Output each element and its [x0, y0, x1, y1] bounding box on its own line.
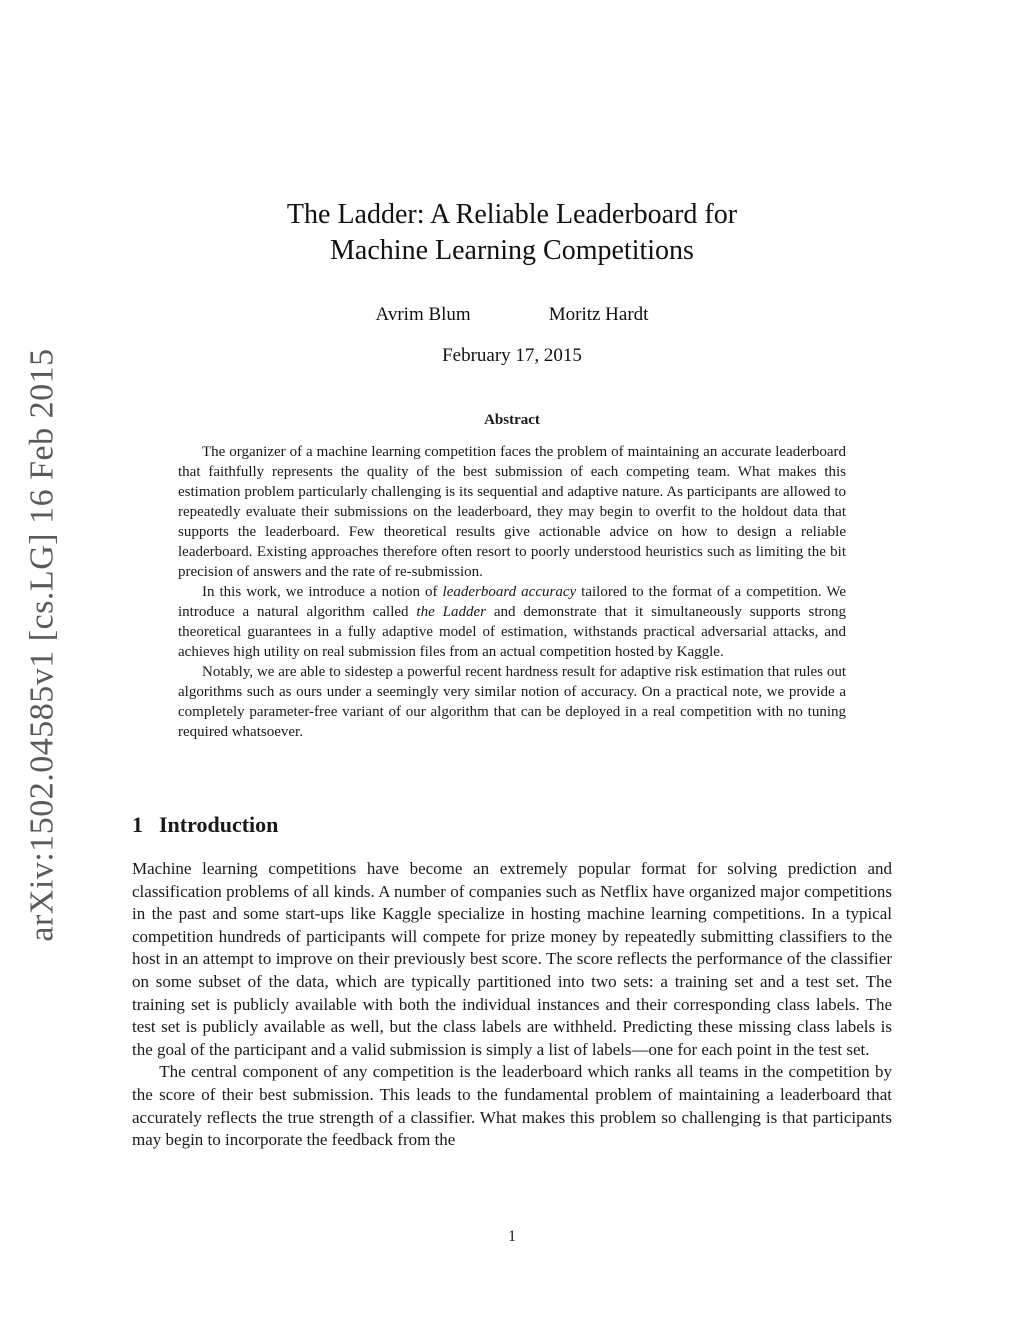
abstract-paragraph-1: The organizer of a machine learning competition faces the problem of maintaining an accurate leaderboard that faithfully represents the quality of the best submission of each competing team. What makes this estimation problem particularly challenging is its sequential and adaptive nature. As participants are allowed to repeatedly evaluate their submissions on the leaderboard, they may begin to overfit to the holdout data that supports the leaderboard. Few theoretical results give actionable advice on how to design a reliable leaderboard. Existing approaches therefore often resort to poorly understood heuristics such as limiting the bit precision of answers and the rate of re-submission. — [178, 444, 846, 580]
paper-title-line-1: The Ladder: A Reliable Leaderboard for — [286, 199, 738, 230]
page-number: 1 — [508, 1228, 516, 1245]
abstract-body — [178, 442, 846, 742]
abstract-heading: Abstract — [484, 412, 540, 428]
introduction-body — [132, 858, 892, 1152]
abstract-text: tailored to the format of a competition. We introduce a natural algorithm called — [178, 584, 846, 620]
author-list — [0, 304, 1024, 326]
emphasis-leaderboard-accuracy: leaderboard accuracy — [442, 584, 577, 600]
section-heading-introduction — [132, 812, 278, 838]
abstract-text: In this work, we introduce a notion of — [202, 584, 443, 600]
body-paragraph-2: The central component of any competition is the leaderboard which ranks all teams in the competition by the score of their best submission. This leads to the fundamental problem of maintaining a leaderboard that accurately reflects the true strength of a classifier. What makes this problem so challenging is that participants may begin to incorporate the feedback from the — [132, 1062, 892, 1150]
body-paragraph-1: Machine learning competitions have become an extremely popular format for solving prediction and classification problems of all kinds. A number of companies such as Netflix have organized major competitions in the past and some start-ups like Kaggle specialize in hosting machine learning competitions. In a typical competition hundreds of participants will compete for prize money by repeatedly submitting classifiers to the host in an attempt to improve on their previously best score. The score reflects the performance of the classifier on some subset of the data, which are typically partitioned into two sets: a training set and a test set. The training set is publicly available with both the individual instances and their corresponding class labels. The test set is publicly available as well, but the class labels are withheld. Predicting these missing class labels is the goal of the participant and a valid submission is simply a list of labels—one for each point in the test set. — [132, 859, 892, 1059]
arxiv-identifier-stamp — [16, 350, 70, 940]
arxiv-identifier-text: arXiv:1502.04585v1 [cs.LG] 16 Feb 2015 — [24, 348, 61, 942]
paper-title-line-2: Machine Learning Competitions — [330, 235, 694, 266]
section-number: 1 — [132, 812, 143, 837]
section-title: Introduction — [159, 812, 279, 837]
abstract-text: and demonstrate that it simultaneously supports strong theoretical guarantees in a fully adaptive model of estimation, withstands practical adversarial attacks, and achieves high utility on real submission files from an actual competition hosted by Kaggle. — [178, 604, 846, 660]
author-name: Avrim Blum — [375, 304, 471, 325]
author-name: Moritz Hardt — [548, 304, 649, 325]
paper-title — [0, 197, 1024, 269]
publication-date: February 17, 2015 — [442, 345, 582, 366]
abstract-paragraph-2 — [178, 582, 846, 662]
emphasis-the-ladder: the Ladder — [416, 604, 486, 620]
abstract-paragraph-3: Notably, we are able to sidestep a powerful recent hardness result for adaptive risk estimation that rules out algorithms such as ours under a seemingly very similar notion of accuracy. On a practical note, we provide a completely parameter-free variant of our algorithm that can be deployed in a real competition with no tuning required whatsoever. — [178, 664, 846, 740]
